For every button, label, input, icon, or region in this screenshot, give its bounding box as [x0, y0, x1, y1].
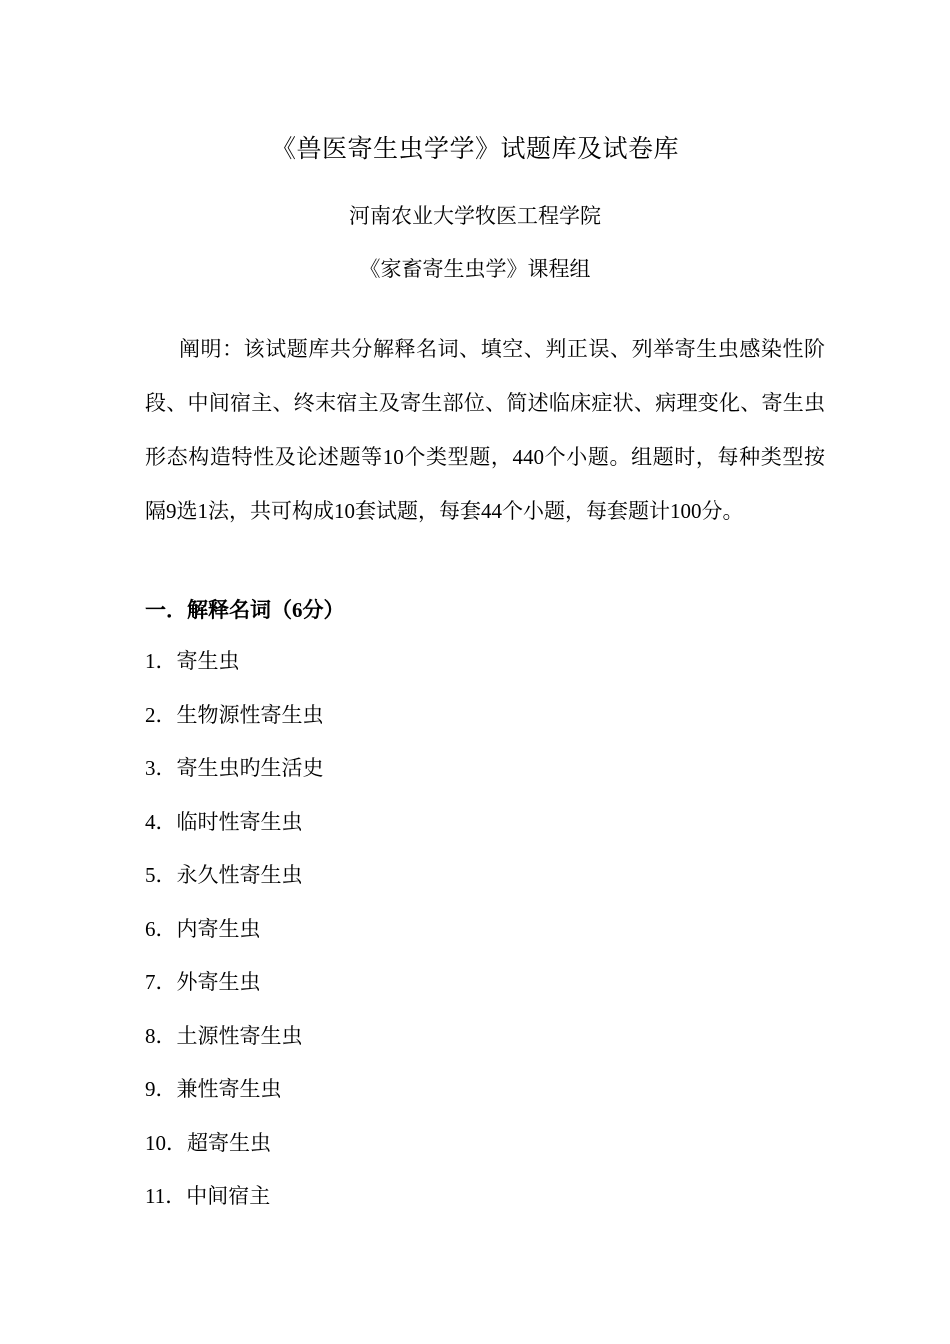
- item-term: 中间宿主: [186, 1184, 271, 1208]
- course-group-name: 《家畜寄生虫学》课程组: [359, 257, 591, 281]
- item-number: 8．: [145, 1023, 177, 1048]
- document-title: 《兽医寄生虫学学》试题库及试卷库: [270, 136, 679, 163]
- list-item: [145, 1178, 324, 1232]
- item-number: 6．: [145, 916, 177, 941]
- list-item: [145, 964, 324, 1018]
- item-number: 3．: [145, 756, 177, 780]
- list-item: [145, 1018, 324, 1072]
- item-term: 内寄生虫: [176, 916, 261, 941]
- list-item: [145, 857, 324, 911]
- list-item: [145, 697, 324, 751]
- item-term: 永久性寄生虫: [176, 863, 303, 887]
- item-term: 兼性寄生虫: [176, 1077, 282, 1101]
- item-term: 土源性寄生虫: [176, 1023, 303, 1048]
- list-item: [145, 911, 324, 965]
- item-number: 5．: [145, 863, 177, 887]
- list-item: [145, 804, 324, 858]
- institution-name: 河南农业大学牧医工程学院: [349, 204, 601, 228]
- item-number: 11．: [145, 1184, 187, 1208]
- item-term: 外寄生虫: [176, 970, 261, 994]
- item-number: 9．: [145, 1077, 177, 1101]
- item-number: 4．: [145, 809, 177, 834]
- item-term: 超寄生虫: [187, 1130, 271, 1155]
- item-term: 生物源性寄生虫: [176, 702, 324, 727]
- item-term: 临时性寄生虫: [176, 809, 303, 834]
- item-number: 7．: [145, 970, 177, 994]
- list-item: [145, 643, 324, 697]
- item-number: 2．: [145, 702, 177, 727]
- term-list: [145, 643, 324, 1232]
- item-term: 寄生虫旳生活史: [176, 756, 324, 780]
- list-item: [145, 1071, 324, 1125]
- list-item: [145, 1125, 324, 1179]
- section-heading-terms: 一．解释名词（6分）: [145, 598, 345, 622]
- item-term: 寄生虫: [176, 649, 240, 673]
- item-number: 1．: [145, 649, 177, 673]
- list-item: [145, 750, 324, 804]
- intro-paragraph: 阐明：该试题库共分解释名词、填空、判正误、列举寄生虫感染性阶段、中间宿主、终末宿主及寄生部位、简述临床症状、病理变化、寄生虫形态构造特性及论述题等10个类型题，440个小题。组题时，每种类型按隔9选1法，共可构成10套试题，每套44个小题，每套题计100分。: [145, 337, 825, 523]
- item-number: 10．: [145, 1130, 187, 1155]
